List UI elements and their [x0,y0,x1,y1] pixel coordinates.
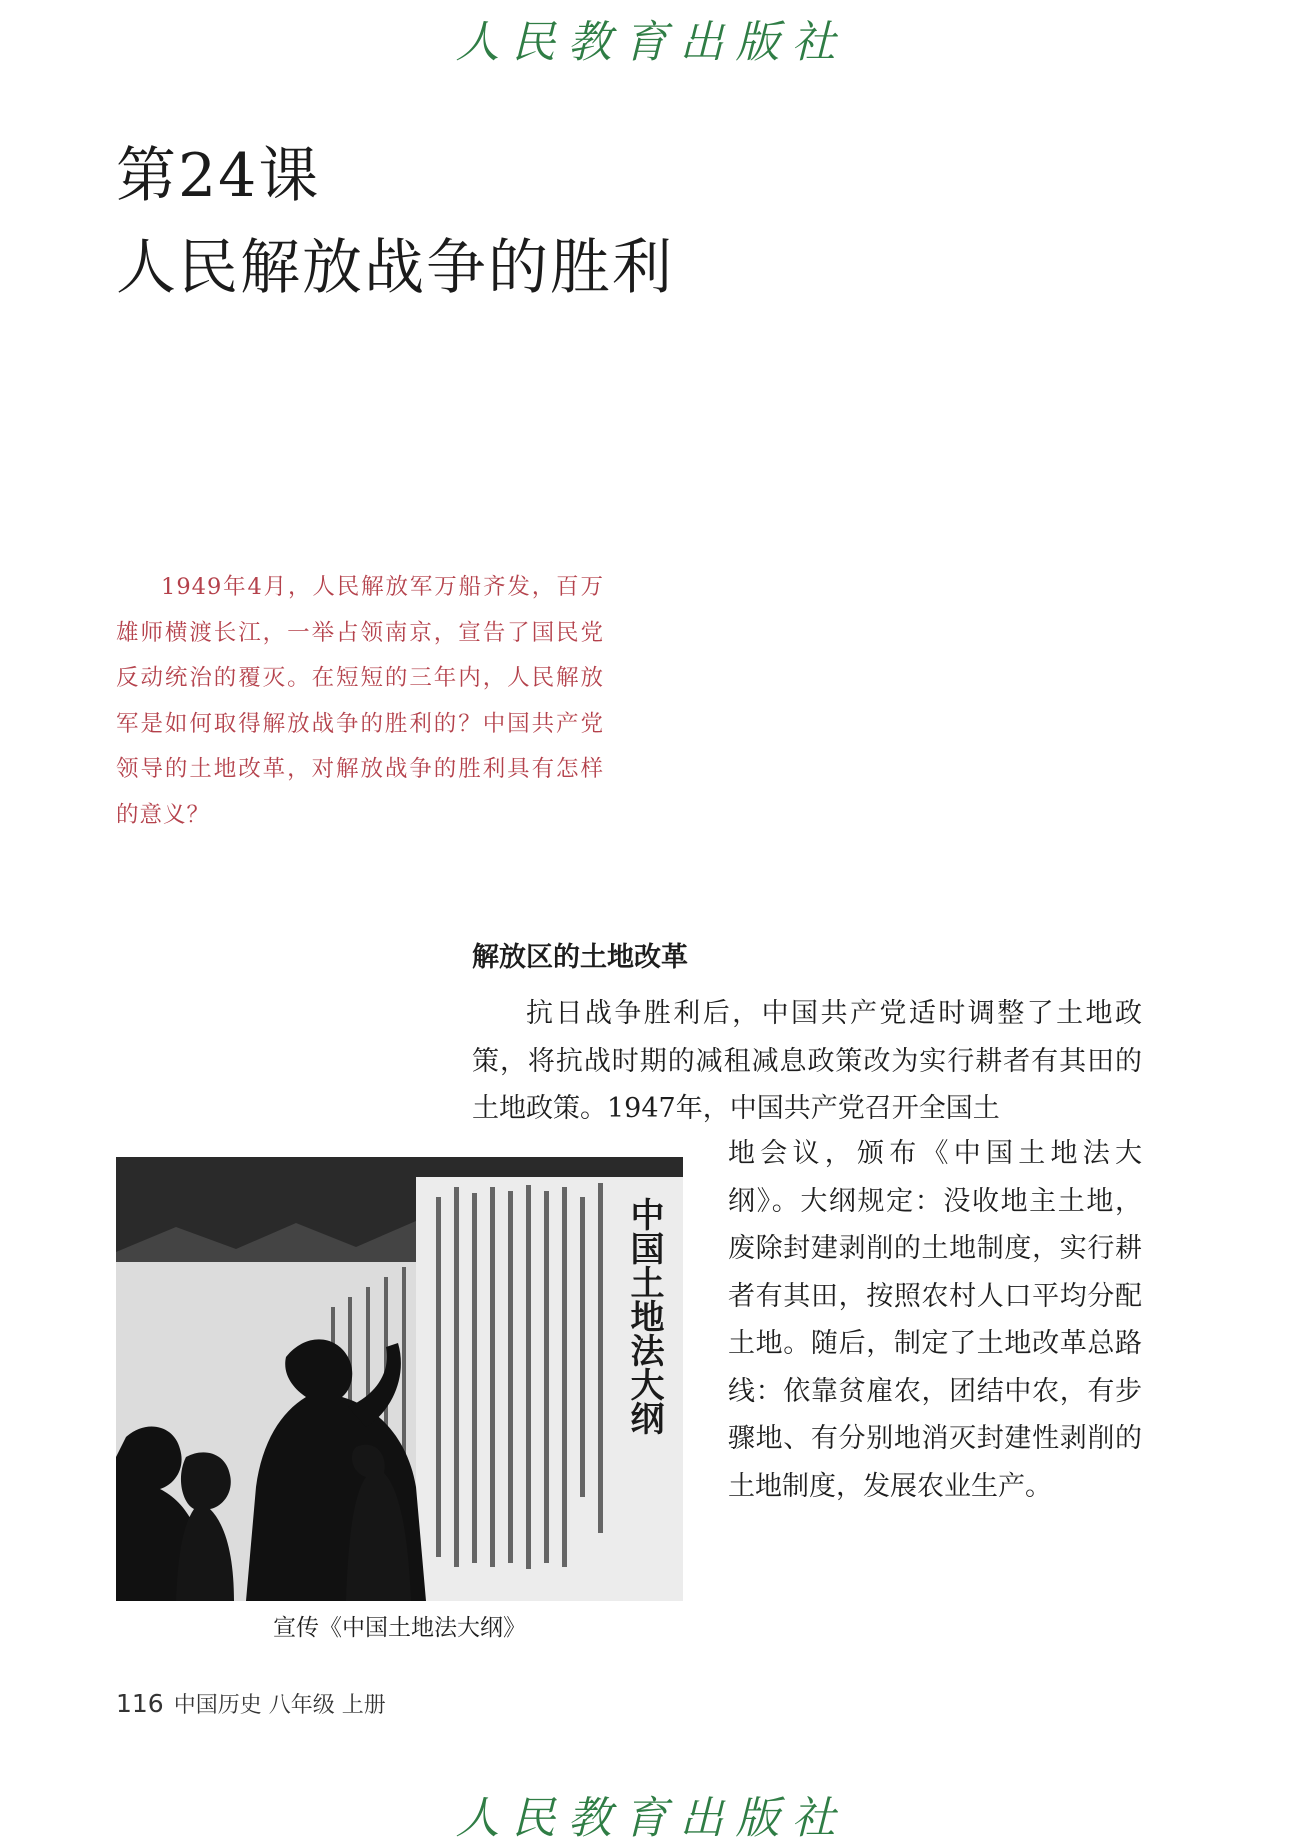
photo-illustration [116,1157,683,1601]
book-title: 中国历史 八年级 上册 [173,1693,386,1718]
lesson-title: 人民解放战争的胜利 [116,233,674,303]
section-paragraph-side: 地会议，颁布《中国土地法大纲》。大纲规定：没收地主土地，废除封建剥削的土地制度，实行耕者有其田，按照农村人口平均分配土地。随后，制定了土地改革总路线：依靠贫雇农，团结中农，有步骤地、有分别地消灭封建性剥削的土地制度，发展农业生产。 [728,1138,1142,1502]
publisher-logo-top: 人民教育出版社 [455,17,848,68]
intro-paragraph: 1949年4月，人民解放军万船齐发，百万雄师横渡长江，一举占领南京，宣告了国民党反动统治的覆灭。在短短的三年内，人民解放军是如何取得解放战争的胜利的？中国共产党领导的土地改革，对解放战争的胜利具有怎样的意义？ [116,574,604,828]
land-law-poster-photo [116,1157,683,1601]
figure-caption: 宣传《中国土地法大纲》 [273,1615,526,1641]
section-paragraph-top: 抗日战争胜利后，中国共产党适时调整了土地政策，将抗战时期的减租减息政策改为实行耕者有其田的土地政策。1947年，中国共产党召开全国土 [472,998,1142,1124]
publisher-logo-bottom: 人民教育出版社 [455,1793,848,1844]
poster-sign-text: 中国土地法大纲 [624,1197,664,1435]
page-number: 116 [116,1689,164,1718]
section-heading: 解放区的土地改革 [472,942,688,973]
lesson-number: 第24课 [116,141,321,211]
page-footer [116,1688,386,1722]
